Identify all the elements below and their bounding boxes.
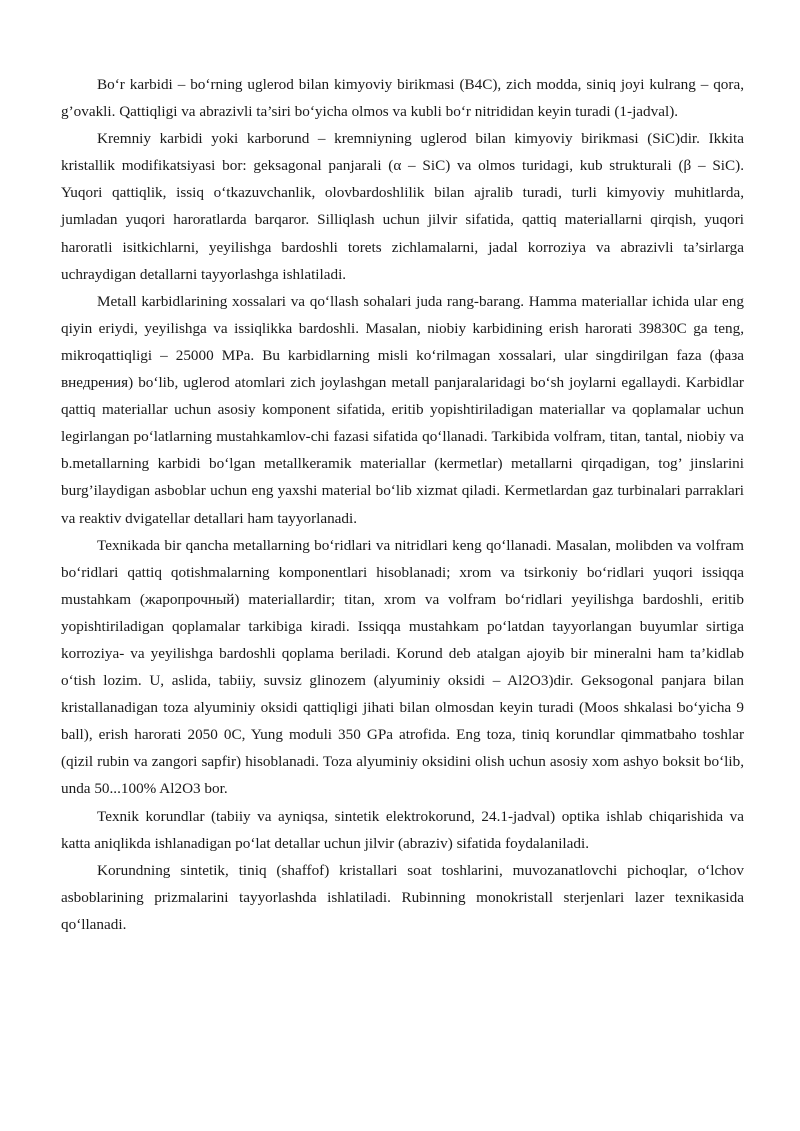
paragraph-boron-carbide: Bo‘r karbidi – bo‘rning uglerod bilan kimyoviy birikmasi (B4C), zich modda, siniq joyi kulrang – qora, g’ovakli. Qattiqligi va abrazivli ta’siri bo‘yicha olmos va kubli bo‘r nitrididan keyin turadi (1-jadval). — [61, 76, 744, 121]
paragraph-silicon-carbide: Kremniy karbidi yoki karborund – kremniyning uglerod bilan kimyoviy birikmasi (SiC)dir. Ikkita kristallik modifikatsiyasi bor: geksagonal panjarali (α – SiC) va olmos turidagi, kub strukturali (β – SiC). Yuqori qattiqlik, issiq o‘tkazuvchanlik, olovbardoshlilik bilan ajralib turadi, turli kimyoviy muhitlarda, jumladan yuqori haroratlarda barqaror. Silliqlash uchun jilvir sifatida, qattiq materiallarni qirqish, yuqori haroratli isitkichlarni, yeyilishga bardoshli torets zichlamalarni, jadal korroziya va abrazivli ta’sirlarga uchraydigan detallarni tayyorlashga ishlatiladi. — [61, 130, 744, 283]
paragraph-borides-nitrides-corundum: Texnikada bir qancha metallarning bo‘ridlari va nitridlari keng qo‘llanadi. Masalan, molibden va volfram bo‘ridlari qattiq qotishmalarning komponentlari hisoblanadi; xrom va tsirkoniy bo‘ridlari yuqori issiqqa mustahkam (жаропрочный) materiallardir; titan, xrom va volfram bo‘ridlari yeyilishga bardoshli, eritib yopishtiriladigan qoplamalar tarkibiga kiradi. Issiqqa mustahkam po‘latdan tayyorlangan buyumlar sirtiga korroziya- va yeyilishga bardoshli qoplama beriladi. Korund deb atalgan ajoyib bir mineralni ham ta’kidlab o‘tish lozim. U, aslida, tabiiy, suvsiz glinozem (alyuminiy oksidi – Al2O3)dir. Geksogonal panjara bilan kristallanadigan toza alyuminiy oksidi qattiqligi jihati bilan olmosdan keyin turadi (Moos shkalasi bo‘yicha 9 ball), erish harorati 2050 0C, Yung moduli 350 GPa atrofida. Eng toza, tiniq korundlar qimmatbaho toshlar (qizil rubin va zangori sapfir) hisoblanadi. Toza alyuminiy oksidini olish uchun asosiy xom ashyo boksit bo‘lib, unda 50...100% Al2O3 bor. — [61, 536, 744, 798]
paragraph-synthetic-corundum: Korundning sintetik, tiniq (shaffof) kristallari soat toshlarini, muvozanatlovchi pichoqlar, o‘lchov asboblarining prizmalarini tayyorlashda ishlatiladi. Rubinning monokristall sterjenlari lazer texnikasida qo‘llanadi. — [61, 861, 744, 933]
paragraph-metal-carbides: Metall karbidlarining xossalari va qo‘llash sohalari juda rang-barang. Hamma materiallar ichida ular eng qiyin eriydi, yeyilishga va issiqlikka bardoshli. Masalan, niobiy karbidining erish harorati 39830C ga teng, mikroqattiqligi – 25000 MPa. Bu karbidlarning misli ko‘rilmagan xossalari, ular singdirilgan faza (фаза внедрения) bo‘lib, uglerod atomlari zich joylashgan metall panjaralaridagi bo‘sh joylarni egallaydi. Karbidlar qattiq materiallar uchun asosiy komponent sifatida, eritib yopishtiriladigan materiallar va qoplamalar uchun legirlangan po‘latlarning mustahkamlov-chi fazasi sifatida qo‘llanadi. Tarkibida volfram, titan, tantal, niobiy va b.metallarning karbidi bo‘lgan metallkeramik materiallar (kermetlar) metallarni qirqadigan, tog’ jinslarini burg’ilaydigan asboblar uchun eng yaxshi material bo‘lib xizmat qiladi. Kermetlardan gaz turbinalari parraklari va reaktiv dvigatellar detallari ham tayyorlanadi. — [61, 292, 744, 527]
document-body — [61, 71, 744, 938]
paragraph-technical-corundum: Texnik korundlar (tabiiy va ayniqsa, sintetik elektrokorund, 24.1-jadval) optika ishlab chiqarishida va katta aniqlikda ishlanadigan po‘lat detallar uchun jilvir (abraziv) sifatida foydalaniladi. — [61, 807, 744, 852]
